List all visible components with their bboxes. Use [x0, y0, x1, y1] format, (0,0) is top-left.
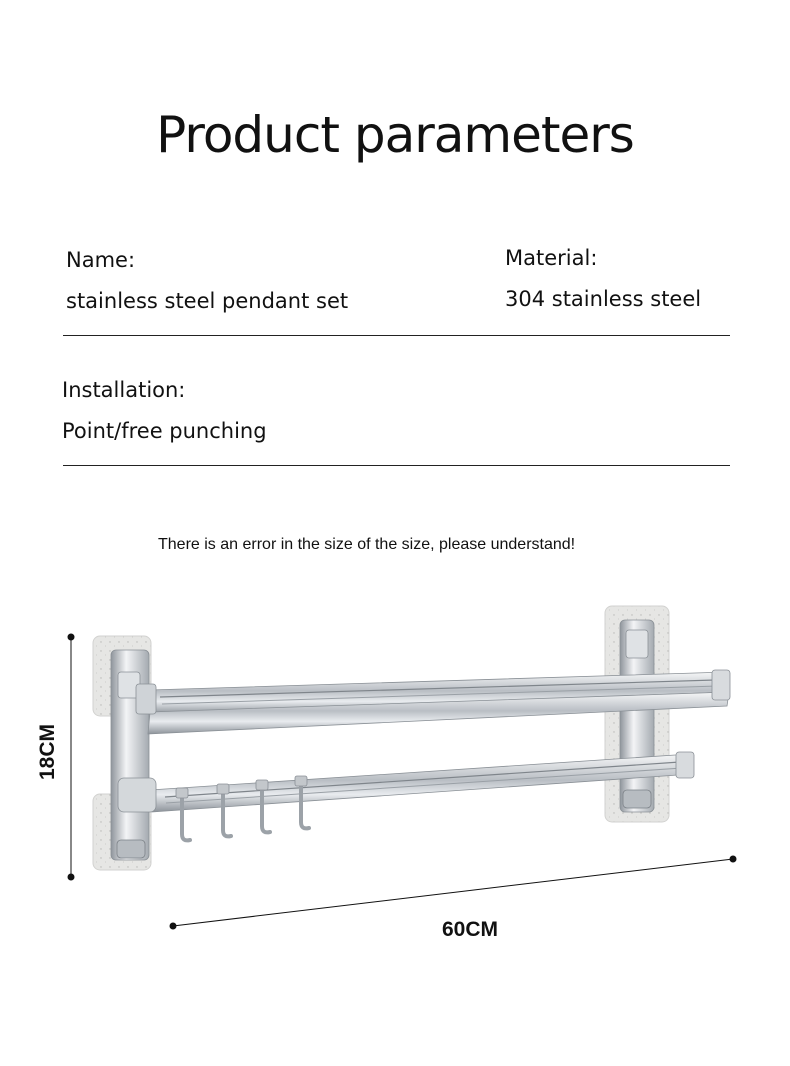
name-value: stainless steel pendant set	[66, 289, 349, 313]
size-error-note: There is an error in the size of the size, please understand!	[158, 536, 576, 553]
material-label: Material:	[505, 246, 598, 270]
height-dimension-line	[68, 634, 75, 881]
width-label: 60CM	[441, 918, 499, 941]
material-value: 304 stainless steel	[505, 287, 702, 311]
name-label: Name:	[66, 248, 136, 272]
height-dimension	[36, 722, 62, 782]
installation-value: Point/free punching	[62, 419, 267, 443]
installation-label: Installation:	[62, 378, 186, 402]
page-title: Product parameters	[156, 106, 634, 164]
height-label: 18CM	[36, 723, 59, 781]
